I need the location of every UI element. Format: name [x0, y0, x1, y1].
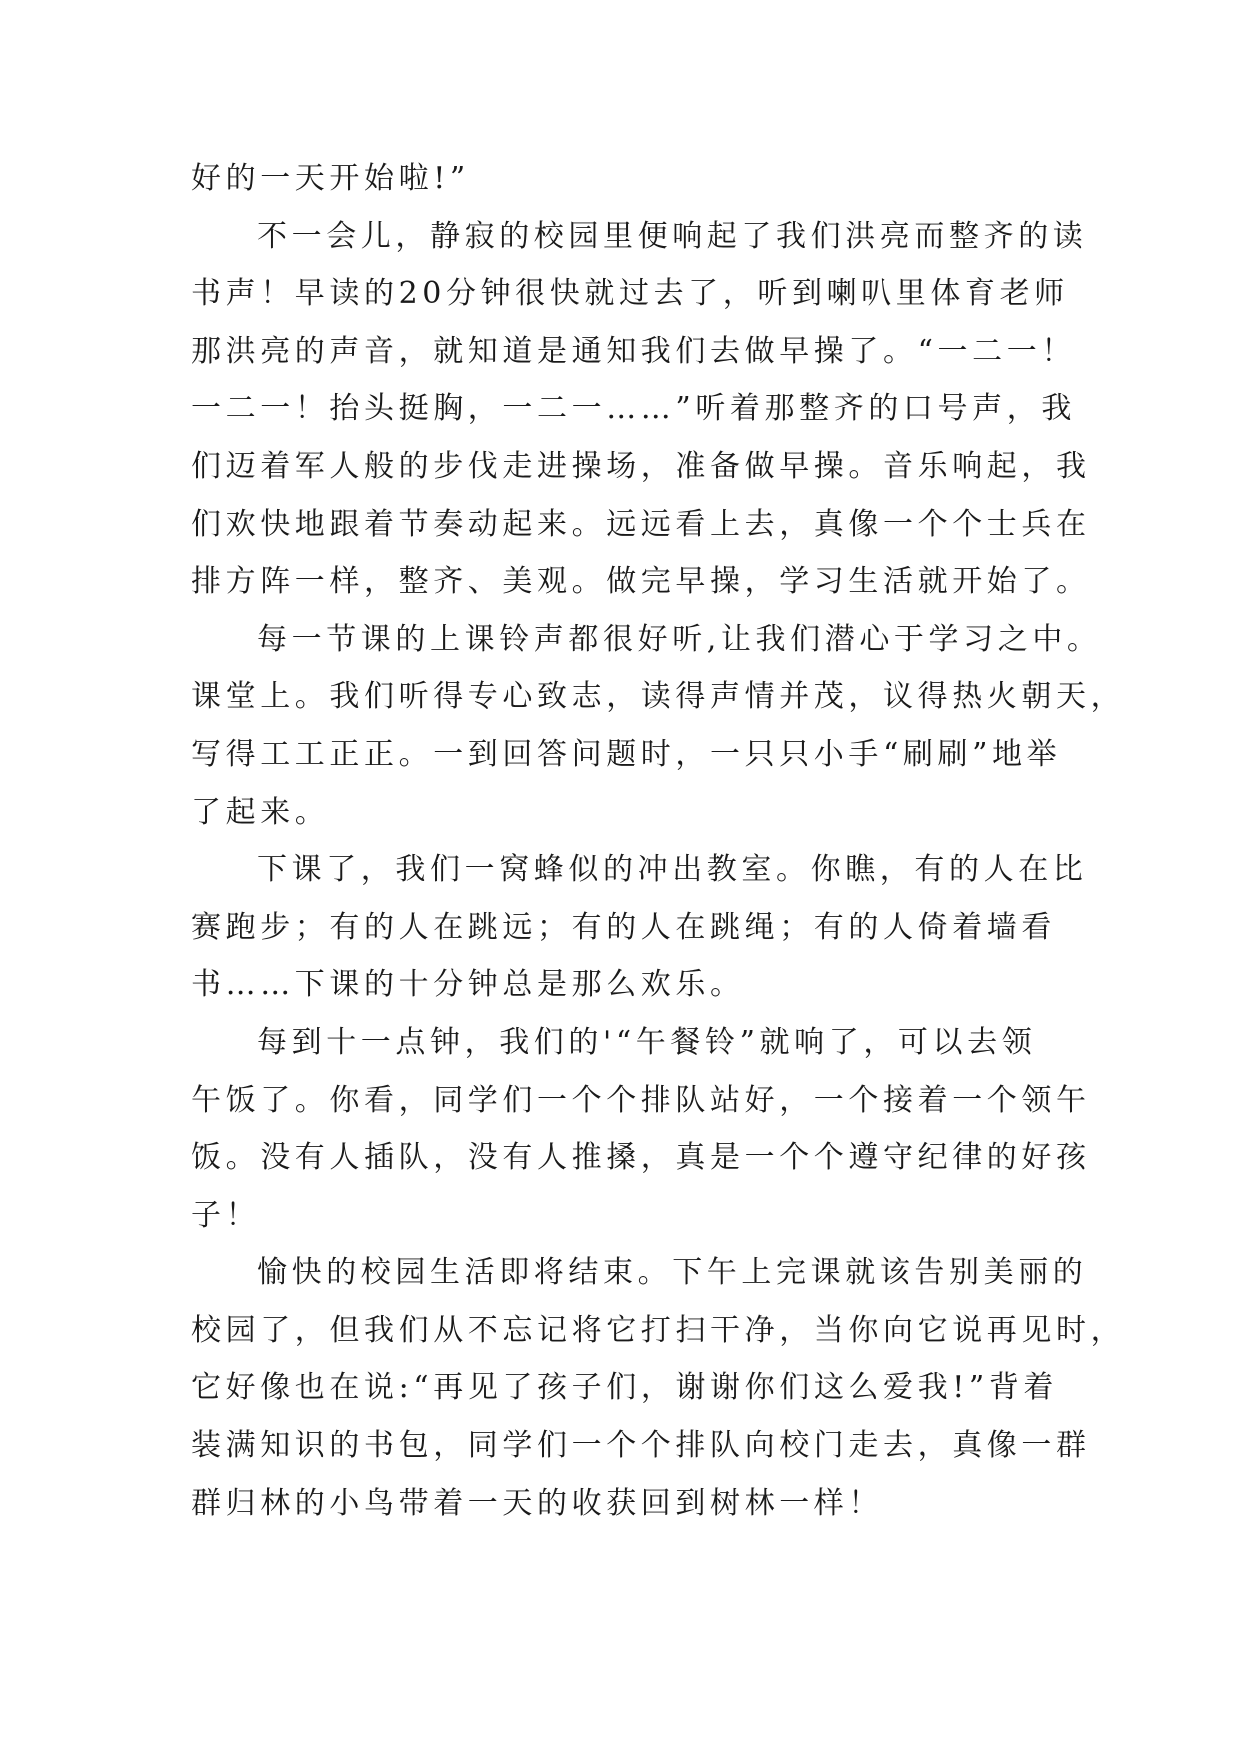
text-line: 们欢快地跟着节奏动起来。远远看上去，真像一个个士兵在	[191, 506, 1091, 542]
paragraph-start-line: 每到十一点钟，我们的'“午餐铃”就响了，可以去领	[257, 1024, 1037, 1060]
text-line: 书声！早读的20分钟很快就过去了，听到喇叭里体育老师	[191, 276, 1069, 312]
text-line: 装满知识的书包，同学们一个个排队向校门走去，真像一群	[191, 1428, 1091, 1464]
text-line: 了起来。	[191, 794, 330, 830]
paragraph-start-line: 下课了，我们一窝蜂似的冲出教室。你瞧，有的人在比	[257, 852, 1088, 888]
text-line: 午饭了。你看，同学们一个个排队站好，一个接着一个领午	[191, 1082, 1091, 1118]
essay-body	[191, 150, 1126, 1532]
text-line: 排方阵一样，整齐、美观。做完早操，学习生活就开始了。	[191, 564, 1091, 600]
paragraph-start-line: 不一会儿，静寂的校园里便响起了我们洪亮而整齐的读	[257, 218, 1088, 254]
text-line: 群归林的小鸟带着一天的收获回到树林一样！	[191, 1485, 883, 1521]
text-line: 它好像也在说:“再见了孩子们，谢谢你们这么爱我!”背着	[191, 1370, 1059, 1406]
text-line: 一二一！抬头挺胸，一二一……”听着那整齐的口号声，我	[191, 391, 1076, 427]
text-line: 饭。没有人插队，没有人推搡，真是一个个遵守纪律的好孩	[191, 1140, 1091, 1176]
text-line: 课堂上。我们听得专心致志，读得声情并茂，议得热火朝天，	[191, 679, 1126, 715]
paragraph-start-line: 每一节课的上课铃声都很好听,让我们潜心于学习之中。	[257, 621, 1102, 657]
text-line: 子！	[191, 1197, 261, 1233]
text-line: 好的一天开始啦!”	[191, 161, 470, 196]
paragraph-start-line: 愉快的校园生活即将结束。下午上完课就该告别美丽的	[257, 1255, 1088, 1291]
text-line: 赛跑步；有的人在跳远；有的人在跳绳；有的人倚着墙看	[191, 909, 1056, 945]
text-line: 那洪亮的声音，就知道是通知我们去做早操了。“一二一！	[191, 333, 1076, 369]
text-line: 校园了，但我们从不忘记将它打扫干净，当你向它说再见时，	[191, 1312, 1126, 1348]
text-line: 写得工工正正。一到回答问题时，一只只小手“刷刷”地举	[191, 736, 1062, 772]
text-line: 书……下课的十分钟总是那么欢乐。	[191, 967, 745, 1003]
text-line: 们迈着军人般的步伐走进操场，准备做早操。音乐响起，我	[191, 448, 1091, 484]
